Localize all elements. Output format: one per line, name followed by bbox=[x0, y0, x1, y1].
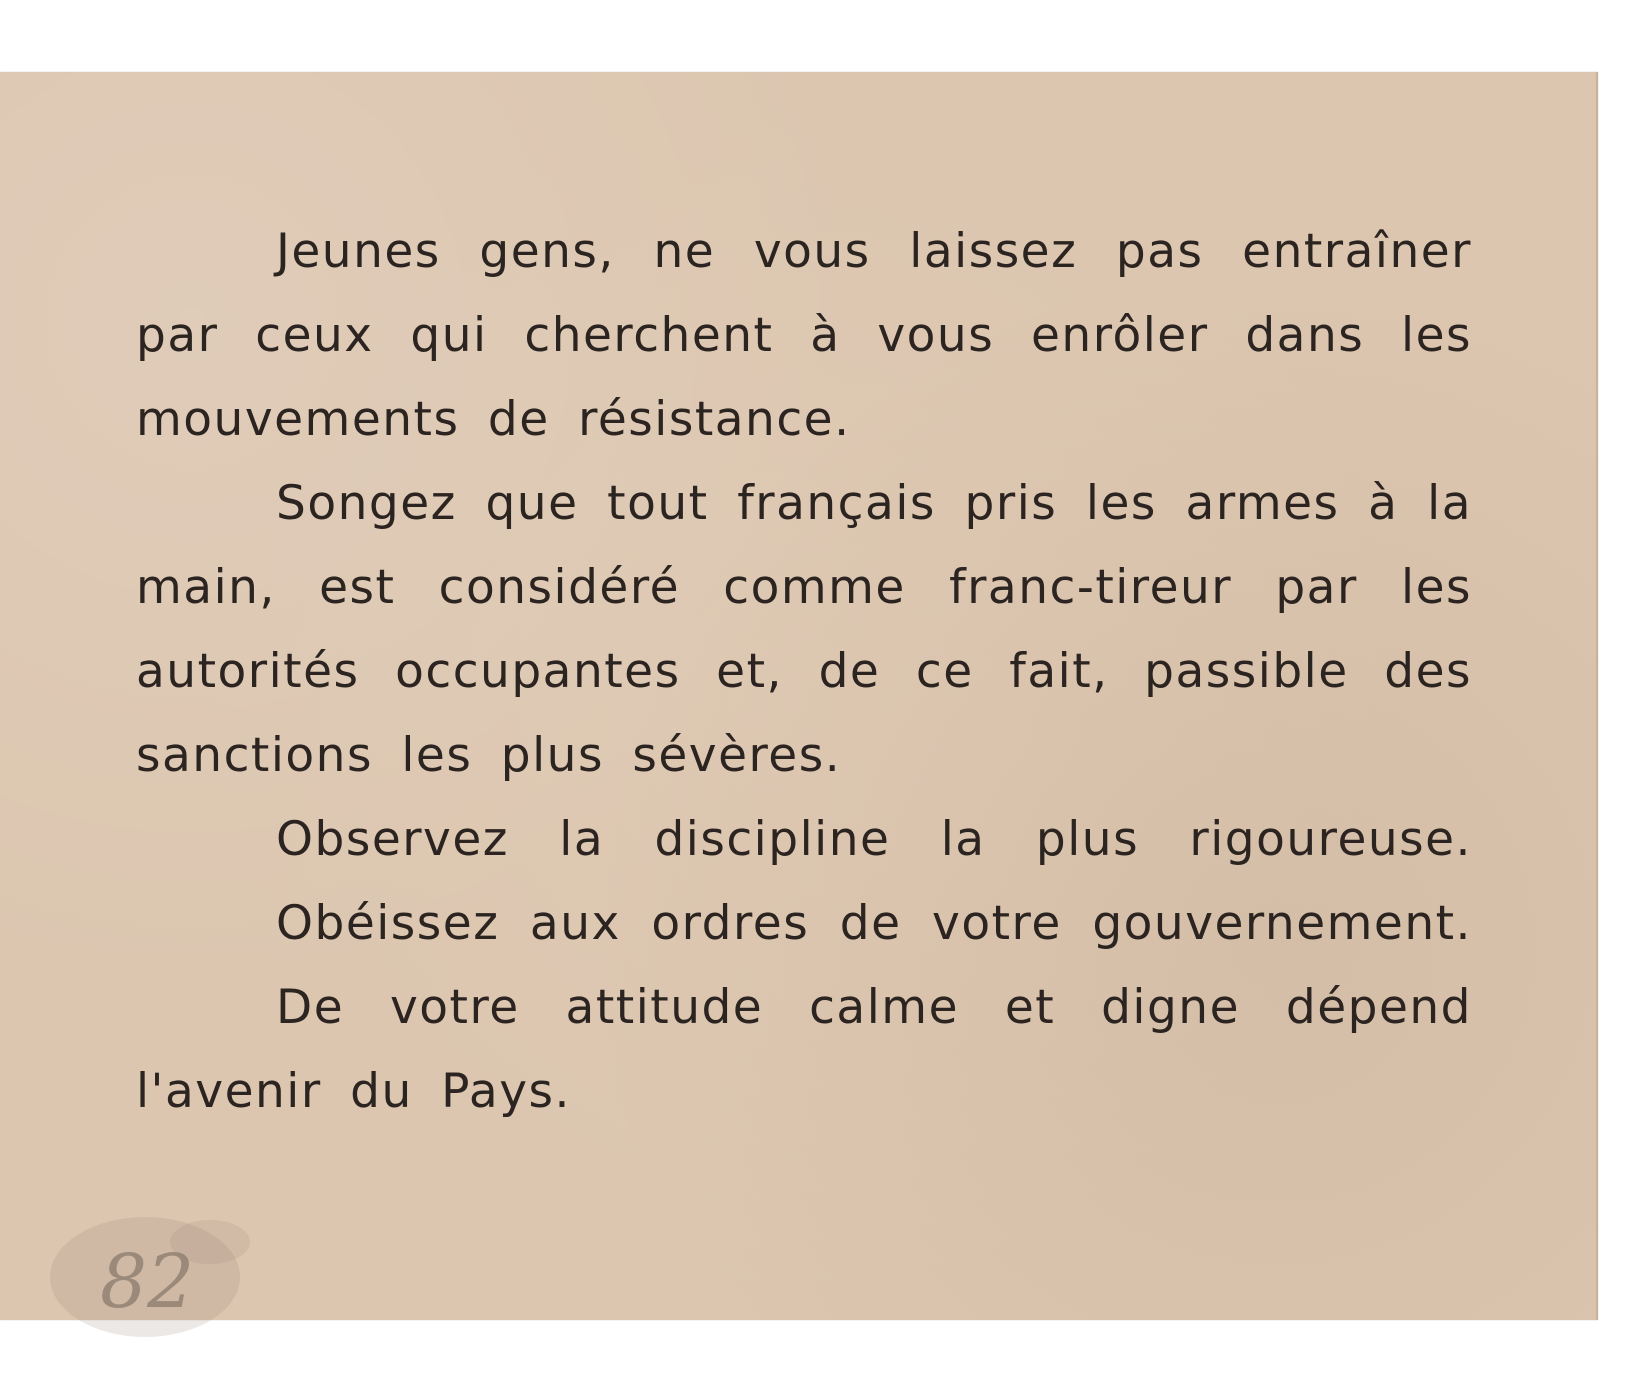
handwritten-number: 82 bbox=[100, 1239, 195, 1325]
leaflet-sheet bbox=[0, 72, 1598, 1325]
paragraph-obey-government: Obéissez aux ordres de votre gouvernement. bbox=[276, 896, 1472, 951]
paragraph-discipline: Observez la discipline la plus rigoureuse. bbox=[276, 812, 1472, 867]
handwritten-pencil-mark bbox=[40, 1202, 280, 1362]
paragraph-enlistment-warning: Jeunes gens, ne vous laissez pas entraîner par ceux qui cherchent à vous enrôler dans les mouvements de résistance. bbox=[136, 224, 1472, 447]
paragraph-franc-tireur-warning: Songez que tout français pris les armes à la main, est considéré comme franc-tireur par les autorités occupantes et, de ce fait, passible des sanctions les plus sévères. bbox=[136, 476, 1472, 783]
leaflet-text bbox=[136, 210, 1472, 1134]
paragraph-future-of-country: De votre attitude calme et digne dépend l'avenir du Pays. bbox=[136, 980, 1472, 1119]
